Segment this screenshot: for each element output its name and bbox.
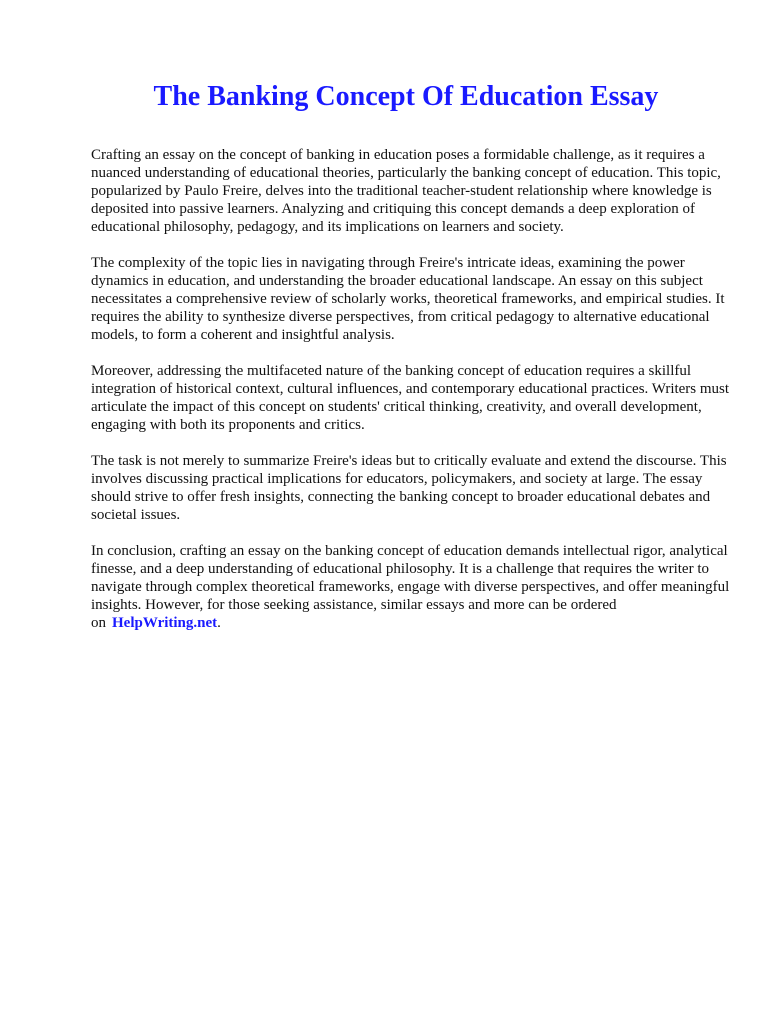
paragraph-1: Crafting an essay on the concept of banking in education poses a formidable challenge, as it requires a nuanced understanding of educational theories, particularly the banking concept of education. This topic, popularized by Paulo Freire, delves into the traditional teacher-student relationship where knowledge is deposited into passive learners. Analyzing and critiquing this concept demands a deep exploration of educational philosophy, pedagogy, and its implications on learners and society. bbox=[91, 147, 721, 235]
paragraph-3: Moreover, addressing the multifaceted nature of the banking concept of education requires a skillful integration of historical context, cultural influences, and contemporary educational practices. Writers must articulate the impact of this concept on students' critical thinking, creativity, and overall development, engaging with both its proponents and critics. bbox=[91, 363, 730, 433]
essay-body bbox=[91, 146, 731, 650]
conclusion-period: . bbox=[217, 615, 221, 631]
conclusion-text: In conclusion, crafting an essay on the banking concept of education demands intellectual rigor, analytical finesse, and a deep understanding of educational philosophy. It is a challenge that requires the writer to navigate through complex theoretical frameworks, engage with diverse perspectives, and offer meaningful insights. However, for those seeking assistance, similar essays and more can be ordered on bbox=[91, 543, 730, 631]
page-title: The Banking Concept Of Education Essay bbox=[153, 81, 659, 112]
helpwriting-link[interactable]: HelpWriting.net bbox=[112, 615, 218, 631]
paragraph-2: The complexity of the topic lies in navigating through Freire's intricate ideas, examining the power dynamics in education, and understanding the broader educational landscape. An essay on this subject necessitates a comprehensive review of scholarly works, theoretical frameworks, and empirical studies. It requires the ability to synthesize diverse perspectives, from critical pedagogy to alternative educational models, to form a coherent and insightful analysis. bbox=[91, 255, 725, 343]
paragraph-4: The task is not merely to summarize Freire's ideas but to critically evaluate and extend the discourse. This involves discussing practical implications for educators, policymakers, and society at large. The essay should strive to offer fresh insights, connecting the banking concept to broader educational debates and societal issues. bbox=[91, 453, 727, 523]
paragraph-conclusion bbox=[91, 542, 731, 632]
